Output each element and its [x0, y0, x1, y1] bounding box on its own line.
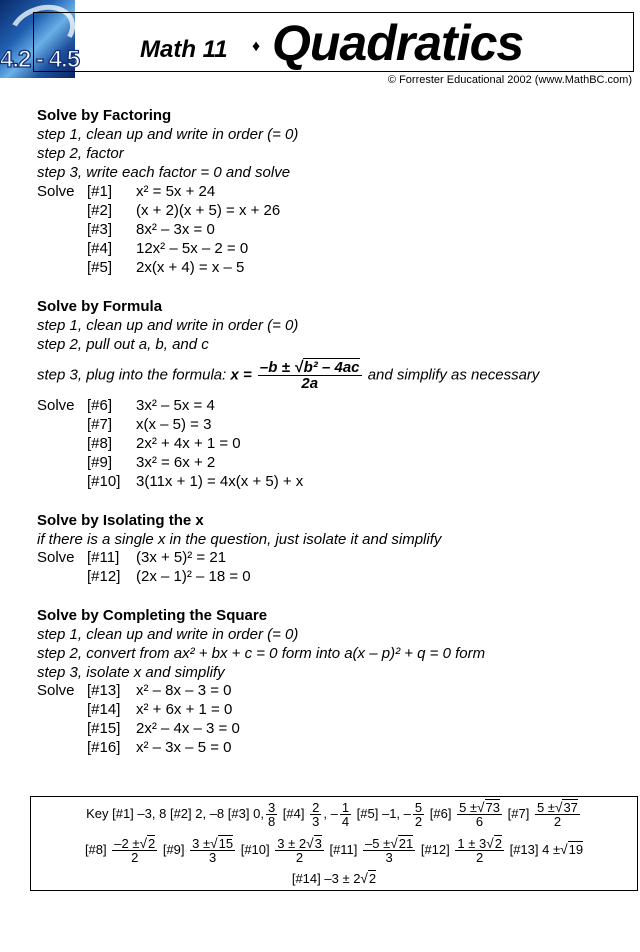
formula-denominator: 2a: [301, 375, 319, 392]
problem-number: [#8]: [87, 435, 113, 452]
problem-equation: 2x² – 4x – 3 = 0: [136, 720, 240, 737]
answer-1: [#1] –3, 8: [112, 805, 167, 821]
diamond-bullet-icon: ♦: [252, 38, 261, 55]
completing-step-1: step 1, clean up and write in order (= 0): [37, 626, 299, 643]
answer-5: [#5] –1, – $\frac{5}{2}$: [356, 800, 423, 829]
problem-number: [#9]: [87, 454, 113, 471]
problem-equation: x² – 8x – 3 = 0: [136, 682, 232, 699]
formula-step-3: step 3, plug into the formula:: [37, 366, 227, 384]
problem-equation: x² = 5x + 24: [136, 183, 216, 200]
formula-radicand: b² – 4ac: [303, 359, 360, 376]
answer-key-row-1: [31, 801, 637, 828]
problem-equation: (2x – 1)² – 18 = 0: [136, 568, 251, 585]
solve-label: Solve: [37, 183, 75, 200]
page-title: Quadratics: [272, 15, 524, 71]
copyright: © Forrester Educational 2002 (www.MathBC.com): [387, 74, 632, 86]
problem-equation: 2x² + 4x + 1 = 0: [136, 435, 241, 452]
answer-13: [#13] 4 ±√19: [509, 841, 584, 857]
problem-number: [#13]: [87, 682, 121, 699]
problem-equation: x² + 6x + 1 = 0: [136, 701, 233, 718]
formula-step-2: step 2, pull out a, b, and c: [37, 336, 209, 353]
problem-number: [#11]: [87, 549, 120, 566]
problem-equation: 2x(x + 4) = x – 5: [136, 259, 245, 276]
problem-number: [#10]: [87, 473, 121, 490]
section-heading-factoring: Solve by Factoring: [37, 107, 172, 124]
factoring-step-3: step 3, write each factor = 0 and solve: [37, 164, 291, 181]
answer-8: [#8] $\frac{-2 \pm√2}{2}$: [84, 836, 156, 865]
factoring-step-1: step 1, clean up and write in order (= 0): [37, 126, 299, 143]
problem-equation: (3x + 5)² = 21: [136, 549, 227, 566]
problem-number: [#1]: [87, 183, 113, 200]
section-heading-completing: Solve by Completing the Square: [37, 607, 268, 624]
answer-11: [#11] $\frac{-5 \pm√21}{3}$: [329, 836, 414, 865]
completing-step-2: step 2, convert from ax² + bx + c = 0 form into a(x – p)² + q = 0 form: [37, 645, 486, 662]
answer-4: [#4] $\frac{2}{3}$ , – $\frac{1}{4}$: [282, 800, 350, 829]
answer-7: [#7] $\frac{5 \pm√37}{2}$: [507, 800, 578, 829]
formula-numerator: –b ±: [259, 359, 290, 376]
problem-number: [#14]: [87, 701, 121, 718]
formula-step-1: step 1, clean up and write in order (= 0): [37, 317, 299, 334]
solve-label: Solve: [37, 682, 75, 699]
problem-number: [#12]: [87, 568, 121, 585]
problem-number: [#6]: [87, 397, 113, 414]
answer-9: [#9] $\frac{3 \pm√15}{3}$: [162, 836, 234, 865]
radical-icon: √: [293, 359, 303, 376]
problem-equation: x(x – 5) = 3: [136, 416, 212, 433]
formula-x-equals: x =: [230, 366, 252, 384]
quadratic-formula-line: [37, 360, 539, 391]
problem-number: [#16]: [87, 739, 121, 756]
answer-key-row-3: [31, 871, 637, 886]
section-heading-isolating: Solve by Isolating the x: [37, 512, 204, 529]
quadratic-formula: [258, 360, 362, 391]
course-title: Math 11: [140, 36, 228, 63]
problem-equation: 3x² = 6x + 2: [136, 454, 216, 471]
problem-equation: 12x² – 5x – 2 = 0: [136, 240, 249, 257]
problem-number: [#3]: [87, 221, 113, 238]
problem-number: [#4]: [87, 240, 113, 257]
answer-10: [#10] $\frac{3 \pm 2√3}{2}$: [240, 836, 322, 865]
factoring-step-2: step 2, factor: [37, 145, 124, 162]
answer-14: [#14] –3 ± 2√2: [291, 871, 377, 886]
answer-3: [#3] 0, $\frac{3}{8}$: [227, 800, 276, 829]
problem-equation: (x + 2)(x + 5) = x + 26: [136, 202, 281, 219]
solve-label: Solve: [37, 549, 75, 566]
problem-equation: 8x² – 3x = 0: [136, 221, 215, 238]
answer-key-label: Key: [86, 805, 109, 821]
problem-number: [#2]: [87, 202, 113, 219]
formula-step-3-tail: and simplify as necessary: [367, 366, 540, 384]
problem-number: [#5]: [87, 259, 113, 276]
problem-number: [#7]: [87, 416, 113, 433]
problem-number: [#15]: [87, 720, 121, 737]
solve-label: Solve: [37, 397, 75, 414]
answer-2: [#2] 2, –8: [169, 805, 225, 821]
answer-6: [#6] $\frac{5 \pm√73}{6}$: [429, 800, 501, 829]
logo-text: 4.2 - 4.5: [0, 46, 80, 73]
answer-key-row-2: [31, 837, 637, 864]
completing-step-3: step 3, isolate x and simplify: [37, 664, 225, 681]
problem-equation: 3(11x + 1) = 4x(x + 5) + x: [136, 473, 304, 490]
section-heading-formula: Solve by Formula: [37, 298, 163, 315]
problem-equation: 3x² – 5x = 4: [136, 397, 215, 414]
isolating-step-1: if there is a single x in the question, just isolate it and simplify: [37, 531, 442, 548]
answer-12: [#12] $\frac{1 \pm 3√2}{2}$: [420, 836, 502, 865]
problem-equation: x² – 3x – 5 = 0: [136, 739, 232, 756]
answer-key: [30, 796, 638, 891]
